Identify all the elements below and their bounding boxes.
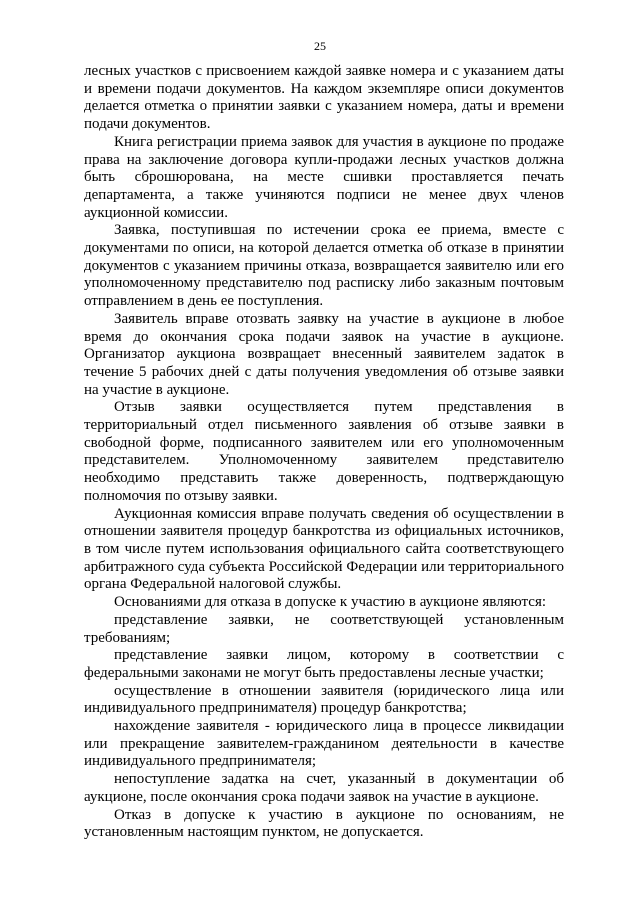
document-body [84, 63, 564, 842]
paragraph-3: Заявка, поступившая по истечении срока ее приема, вместе с документами по описи, на которой делается отметка об отказе в принятии документов с указанием причины отказа, возвращается заявителю или его уполномоченному представителю под расписку либо заказным почтовым отправлением в день ее поступления. [84, 222, 564, 310]
paragraph-7: Основаниями для отказа в допуске к участию в аукционе являются: [114, 594, 547, 611]
paragraph-11: нахождение заявителя - юридического лица в процессе ликвидации или прекращение заявителем-гражданином деятельности в качестве индивидуального предпринимателя; [84, 718, 564, 770]
paragraph-12: непоступление задатка на счет, указанный в документации об аукционе, после окончания срока подачи заявок на участие в аукционе. [84, 771, 564, 805]
paragraph-5: Отзыв заявки осуществляется путем представления в территориальный отдел письменного заявления об отзыве заявки в свободной форме, подписанного заявителем или его уполномоченным представителем. Уполномоченному заявителем представителю необходимо представить также доверенность, подтверждающую полномочия по отзыву заявки. [84, 399, 564, 504]
paragraph-6: Аукционная комиссия вправе получать сведения об осуществлении в отношении заявителя процедур банкротства из официальных источников, в том числе путем использования официального сайта соответствующего арбитражного суда субъекта Российской Федерации или территориального органа Федеральной налоговой службы. [84, 505, 564, 593]
paragraph-13: Отказ в допуске к участию в аукционе по основаниям, не установленным настоящим пунктом, не допускается. [84, 806, 564, 841]
page-number: 25 [314, 39, 326, 53]
paragraph-1: лесных участков с присвоением каждой заявке номера и с указанием даты и времени подачи документов. На каждом экземпляре описи документов делается отметка о принятии заявки с указанием номера, даты и времени подачи документов. [84, 63, 564, 133]
paragraph-4: Заявитель вправе отозвать заявку на участие в аукционе в любое время до окончания срока подачи заявок на участие в аукционе. Организатор аукциона возвращает внесенный заявителем задаток в течение 5 рабочих дней с даты получения уведомления об отзыве заявки на участие в аукционе. [84, 310, 564, 398]
paragraph-8: представление заявки, не соответствующей установленным требованиям; [84, 611, 564, 646]
paragraph-9: представление заявки лицом, которому в соответствии с федеральными законами не могут быть предоставлены лесные участки; [84, 647, 564, 681]
paragraph-2: Книга регистрации приема заявок для участия в аукционе по продаже права на заключение договора купли-продажи лесных участков должна быть сброшюрована, на месте сшивки проставляется печать департамента, а также учиняются подписи не менее двух членов аукционной комиссии. [84, 133, 564, 221]
paragraph-10: осуществление в отношении заявителя (юридического лица или индивидуального предпринимателя) процедур банкротства; [84, 682, 564, 717]
